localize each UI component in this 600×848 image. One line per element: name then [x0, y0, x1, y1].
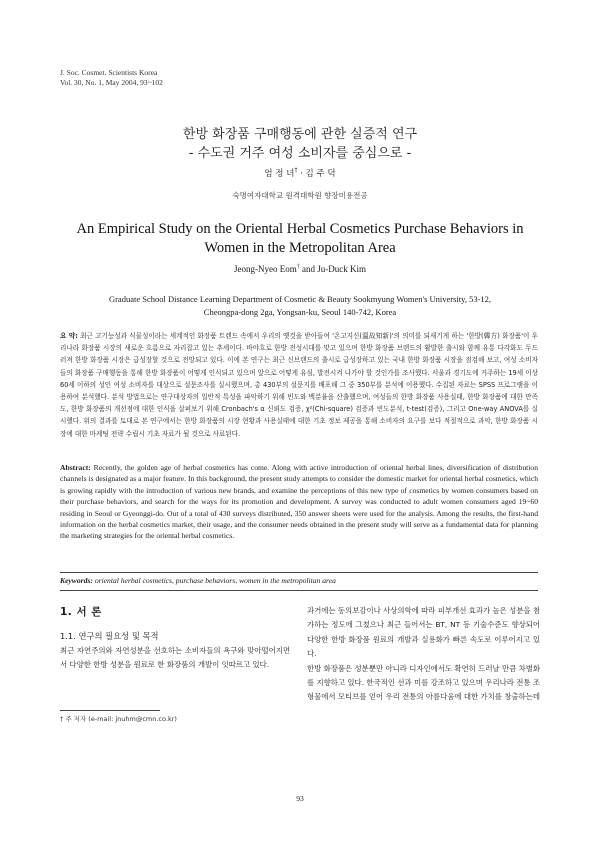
english-abstract	[60, 462, 538, 542]
right-column	[307, 604, 540, 705]
right-body-para2: 한방 화장품은 성분뿐만 아니라 디자인에서도 확연히 드러날 만큼 차별화를 지향하고 있다. 한국적인 선과 미를 강조하고 있으며 우리나라 전통 조형물에서 모티브를 얻어 우리 전통의 아름다움에 대한 가치를 창출하는데	[307, 663, 540, 702]
english-author-conj: and	[302, 264, 315, 274]
keywords-top-rule	[60, 572, 538, 573]
english-abstract-label: Abstract:	[60, 463, 91, 472]
right-body-para1: 과거에는 동의보감이나 사상의학에 따라 피부개선 효과가 높은 성분을 첨가하는 정도에 그쳤으나 최근 들어서는 BT, NT 등 기술수준도 향상되어 다양한 한방 화장품 원료의 개발과 실용화가 빠른 속도로 이루어지고 있다.	[307, 606, 540, 659]
korean-title-line1: 한방 화장품 구매행동에 관한 실증적 연구	[182, 127, 418, 142]
page-number: 93	[296, 794, 304, 803]
keywords-bottom-rule	[60, 590, 538, 591]
korean-dagger: †	[294, 167, 298, 175]
korean-title-line2: - 수도권 거주 여성 소비자를 중심으로 -	[188, 146, 412, 161]
left-body-text: 최근 자연주의와 자연성분을 선호하는 소비자들의 욕구와 맞아떨어지면서 다양한 한방 성분을 원료로 한 화장품의 개발이 잇따르고 있다.	[60, 646, 290, 670]
journal-name: J. Soc. Cosmet. Scientists Korea	[60, 68, 158, 77]
footnote: † 주 저자 (e-mail: jnuhm@cmn.co.kr)	[60, 715, 177, 723]
korean-author1: 엄 정 녀	[264, 169, 295, 179]
keywords-label: Keywords:	[60, 576, 93, 585]
english-authors	[0, 264, 600, 274]
journal-header	[60, 68, 163, 88]
english-title-line2: Women in the Metropolitan Area	[204, 240, 396, 256]
korean-affiliation: 숙명여자대학교 원격대학원 향장미용전공	[232, 191, 368, 200]
journal-issue: Vol. 30, No. 1, May 2004, 93~102	[60, 78, 163, 87]
english-title-line1: An Empirical Study on the Oriental Herbal Cosmetics Purchase Behaviors in	[76, 221, 524, 237]
korean-abstract-label: 요 약:	[60, 332, 78, 340]
korean-author-sep: ·	[300, 169, 303, 179]
subsection-heading: 1.1. 연구의 필요성 및 목적	[60, 631, 159, 641]
korean-abstract	[60, 330, 538, 440]
korean-author2: 김 주 덕	[305, 169, 336, 179]
english-affiliation-line1: Graduate School Distance Learning Department of Cosmetic & Beauty Sookmyung Women's University, 53-12,	[108, 294, 492, 304]
footnote-rule	[60, 710, 160, 711]
keywords	[60, 576, 538, 585]
left-column	[60, 604, 290, 673]
korean-authors	[0, 167, 600, 179]
korean-abstract-text: 최근 고기능성과 식물성이라는 세계적인 화장품 트렌드 속에서 우리의 옛것을 받아들여 '온고지신(溫故知新)'의 의미를 되새기게 하는 '한방(韓方) 화장품'이 우리나라 화장품 시장의 새로운 흐름으로 자리잡고 있는 추세이다. 바야흐로 한방 전성시대를 맞고 있으며 한방 화장품 브랜드의 활발한 출시와 함께 유통 다각화도 두드러져 한방 화장품 시장은 급성장할 것으로 전망되고 있다. 이에 본 연구는 최근 신브랜드의 출시로 급성장하고 있는 국내 한방 화장품 시장을 점검해 보고, 여성 소비자들의 화장품 구매행동을 통해 한방 화장품이 어떻게 인식되고 있으며 앞으로 어떻게 유심, 발전시켜 나가야 할 것인가를 조사했다. 서울과 경기도에 거주하는 19세 이상 60세 이하의 성인 여성 소비자를 대상으로 설문조사를 실시했으며, 총 430부의 설문지를 배포해 그 중 350부를 분석에 이용했다. 수집된 자료는 SPSS 프로그램을 이용하여 분석했다. 분석 방법으로는 연구대상자의 일반적 특성을 파악하기 위해 빈도와 백분율을 산출했으며, 여성들의 한방 화장품 사용실태, 한방 화장품에 대한 만족도, 한방 화장품의 개선점에 대한 인식을 살펴보기 위해 Cronbach's α 신뢰도 검증, χ²(Chi-square) 검증과 빈도분석, t-test(검증), 그리고 One-way ANOVA를 실시했다. 위의 결과를 토대로 본 연구에서는 한방 화장품의 시장 현황과 사용실태에 대한 기초 정보 제공을 통해 소비자의 요구를 보다 적절적으로 과악, 한방 화장품 시장에 대한 마케팅 전략 수립시 기초 자료가 될 것으로 사료된다.	[60, 332, 539, 438]
english-dagger: †	[296, 264, 300, 270]
section-heading: 1. 서 론	[60, 606, 102, 618]
english-author1: Jeong-Nyeo Eom	[234, 264, 297, 274]
keywords-text: oriental herbal cosmetics, purchase behaviors, women in the metropolitan area	[94, 576, 336, 585]
english-affiliation-line2: Cheongpa-dong 2ga, Yongsan-ku, Seoul 140-742, Korea	[203, 307, 397, 317]
english-author2: Ju-Duck Kim	[317, 264, 366, 274]
english-affiliation	[70, 293, 530, 319]
english-abstract-text: Recently, the golden age of herbal cosmetics has come. Along with active introduction of oriental herbal lines, diversification of distribution channels is designated as a major feature. In this background, the present study attempts to consider the domestic market for oriental herbal cosmetics, which is growing rapidly with the introduction of various new brands, and examine the perceptions of this new type of cosmetics by women consumers based on their purchase behaviors, and search for the ways for its promotion and development. A survey was conducted to adult women consumers aged 19~60 residing in Seoul or Gyeonggi-do. Out of a total of 430 surveys distributed, 350 answer sheets were used for the analysis. Among the results, the first-hand information on the herbal cosmetics market, their usage, and the consumer needs obtained in the present study will serve as a fundamental data for planning the marketing strategies for the oriental herbal cosmetics.	[60, 463, 538, 541]
